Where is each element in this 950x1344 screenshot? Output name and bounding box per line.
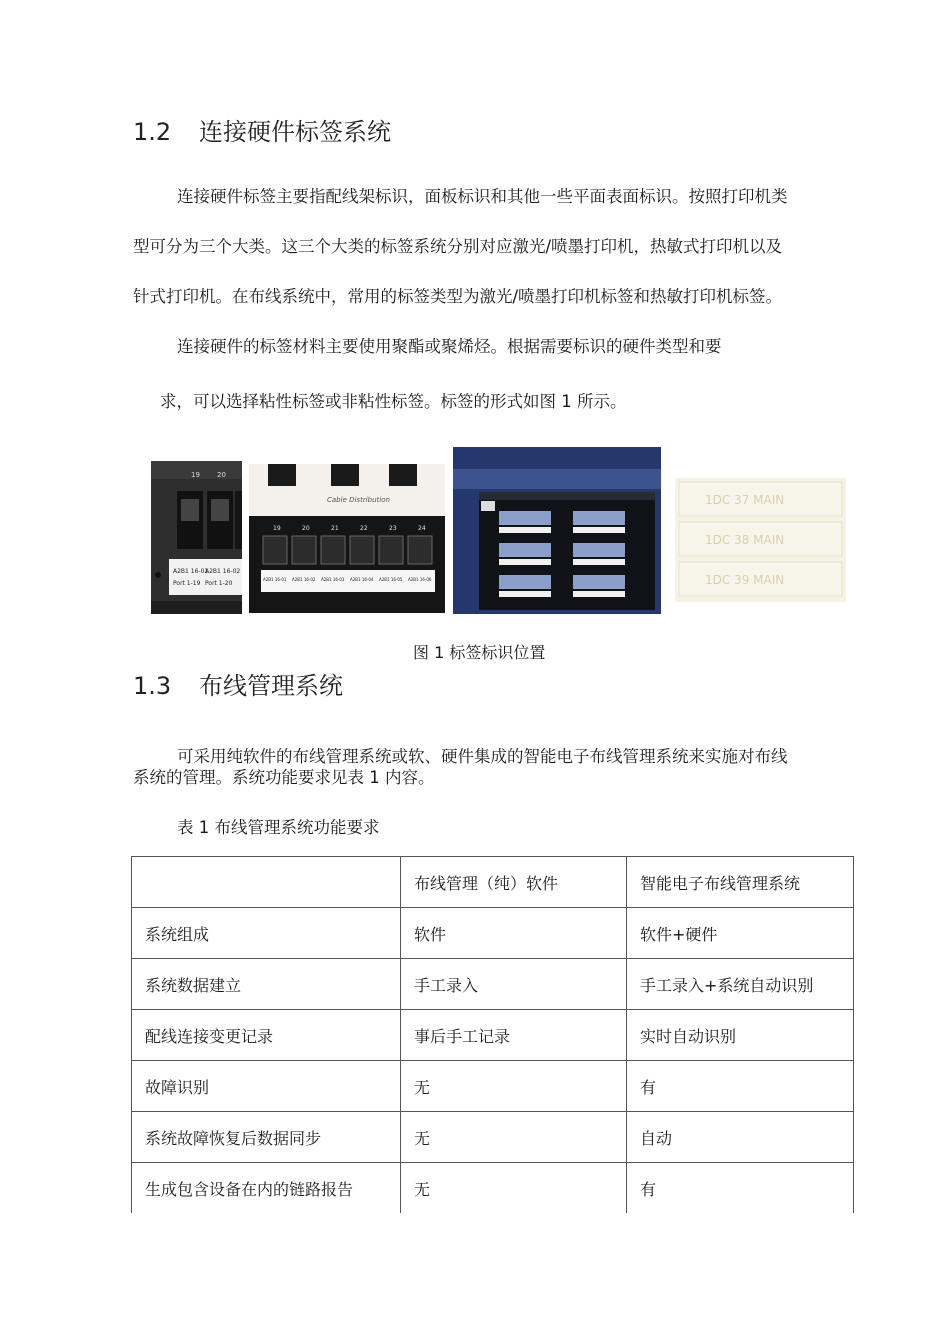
table-row — [132, 959, 854, 1010]
rack-panel-photo — [453, 447, 661, 614]
port-number: 21 — [331, 525, 339, 532]
label-text: 1DC 39 MAIN — [705, 573, 785, 587]
label-text: A2B1 16-04 — [350, 577, 374, 582]
table-cell: 手工录入 — [401, 959, 627, 1010]
section-heading-1-2 — [133, 112, 391, 147]
label-text: A2B1 16-05 — [379, 577, 403, 582]
label-text: 1DC 37 MAIN — [705, 493, 785, 507]
paragraph-line: 针式打印机。在布线系统中，常用的标签类型为激光/喷墨打印机标签和热敏打印机标签。 — [133, 287, 783, 306]
table-header-cell — [132, 857, 401, 908]
table-header-cell: 布线管理（纯）软件 — [401, 857, 627, 908]
figure-caption: 图 1 标签标识位置 — [413, 643, 546, 662]
label-text: A2B1 16-02 — [292, 577, 316, 582]
label-text: Port 1-20 — [205, 580, 233, 587]
table-cell: 软件 — [401, 908, 627, 959]
port-number: 19 — [191, 471, 200, 479]
section-title: 布线管理系统 — [199, 672, 343, 700]
label-text: A2B1 16-01 — [263, 577, 287, 582]
table-cell: 无 — [401, 1163, 627, 1214]
table-cell: 有 — [627, 1061, 854, 1112]
paragraph-line: 求，可以选择粘性标签或非粘性标签。标签的形式如图 1 所示。 — [160, 392, 627, 411]
label-text: A2B1 16-01 — [173, 568, 209, 575]
label-text: 1DC 38 MAIN — [705, 533, 785, 547]
paragraph-line: 系统的管理。系统功能要求见表 1 内容。 — [133, 768, 435, 787]
table-header-cell: 智能电子布线管理系统 — [627, 857, 854, 908]
table-row — [132, 1010, 854, 1061]
table-cell: 故障识别 — [132, 1061, 401, 1112]
table-header-row — [132, 857, 854, 908]
table-cell: 实时自动识别 — [627, 1010, 854, 1061]
table-cell: 无 — [401, 1112, 627, 1163]
section-number: 1.2 — [133, 118, 172, 146]
table-cell: 系统数据建立 — [132, 959, 401, 1010]
port-number: 23 — [389, 525, 397, 532]
table-cell: 手工录入+系统自动识别 — [627, 959, 854, 1010]
section-title: 连接硬件标签系统 — [199, 118, 391, 146]
section-number: 1.3 — [133, 672, 172, 700]
port-number: 22 — [360, 525, 368, 532]
label-text: A2B1 16-06 — [408, 577, 432, 582]
table-cell: 系统组成 — [132, 908, 401, 959]
patch-panel-closeup-photo — [151, 461, 242, 614]
port-number: 20 — [217, 471, 226, 479]
table-row — [132, 1061, 854, 1112]
adhesive-label-strip-photo — [675, 478, 846, 602]
label-text: A2B1 16-02 — [205, 568, 241, 575]
paragraph-line: 连接硬件的标签材料主要使用聚酯或聚烯烃。根据需要标识的硬件类型和要 — [177, 337, 722, 356]
table-cell: 有 — [627, 1163, 854, 1214]
paragraph-line: 连接硬件标签主要指配线架标识，面板标识和其他一些平面表面标识。按照打印机类 — [177, 187, 788, 206]
paragraph-line: 型可分为三个大类。这三个大类的标签系统分别对应激光/喷墨打印机，热敏式打印机以及 — [133, 237, 783, 256]
table-row — [132, 908, 854, 959]
table-cell: 生成包含设备在内的链路报告 — [132, 1163, 401, 1214]
section-heading-1-3 — [133, 666, 343, 701]
table-cell: 配线连接变更记录 — [132, 1010, 401, 1061]
table-caption: 表 1 布线管理系统功能要求 — [177, 818, 380, 837]
port-number: 19 — [273, 525, 281, 532]
label-text: A2B1 16-03 — [321, 577, 345, 582]
port-number: 20 — [302, 525, 310, 532]
function-requirements-table — [131, 856, 854, 1213]
port-number: 24 — [418, 525, 426, 532]
table-cell: 系统故障恢复后数据同步 — [132, 1112, 401, 1163]
table-row — [132, 1163, 854, 1214]
table-row — [132, 1112, 854, 1163]
panel-header-text: Cable Distribution — [327, 496, 390, 504]
table-cell: 事后手工记录 — [401, 1010, 627, 1061]
table-cell: 自动 — [627, 1112, 854, 1163]
paragraph-line: 可采用纯软件的布线管理系统或软、硬件集成的智能电子布线管理系统来实施对布线 — [177, 747, 788, 766]
table-cell: 无 — [401, 1061, 627, 1112]
table-cell: 软件+硬件 — [627, 908, 854, 959]
label-text: Port 1-19 — [173, 580, 201, 587]
cable-distribution-panel-photo — [249, 464, 445, 613]
